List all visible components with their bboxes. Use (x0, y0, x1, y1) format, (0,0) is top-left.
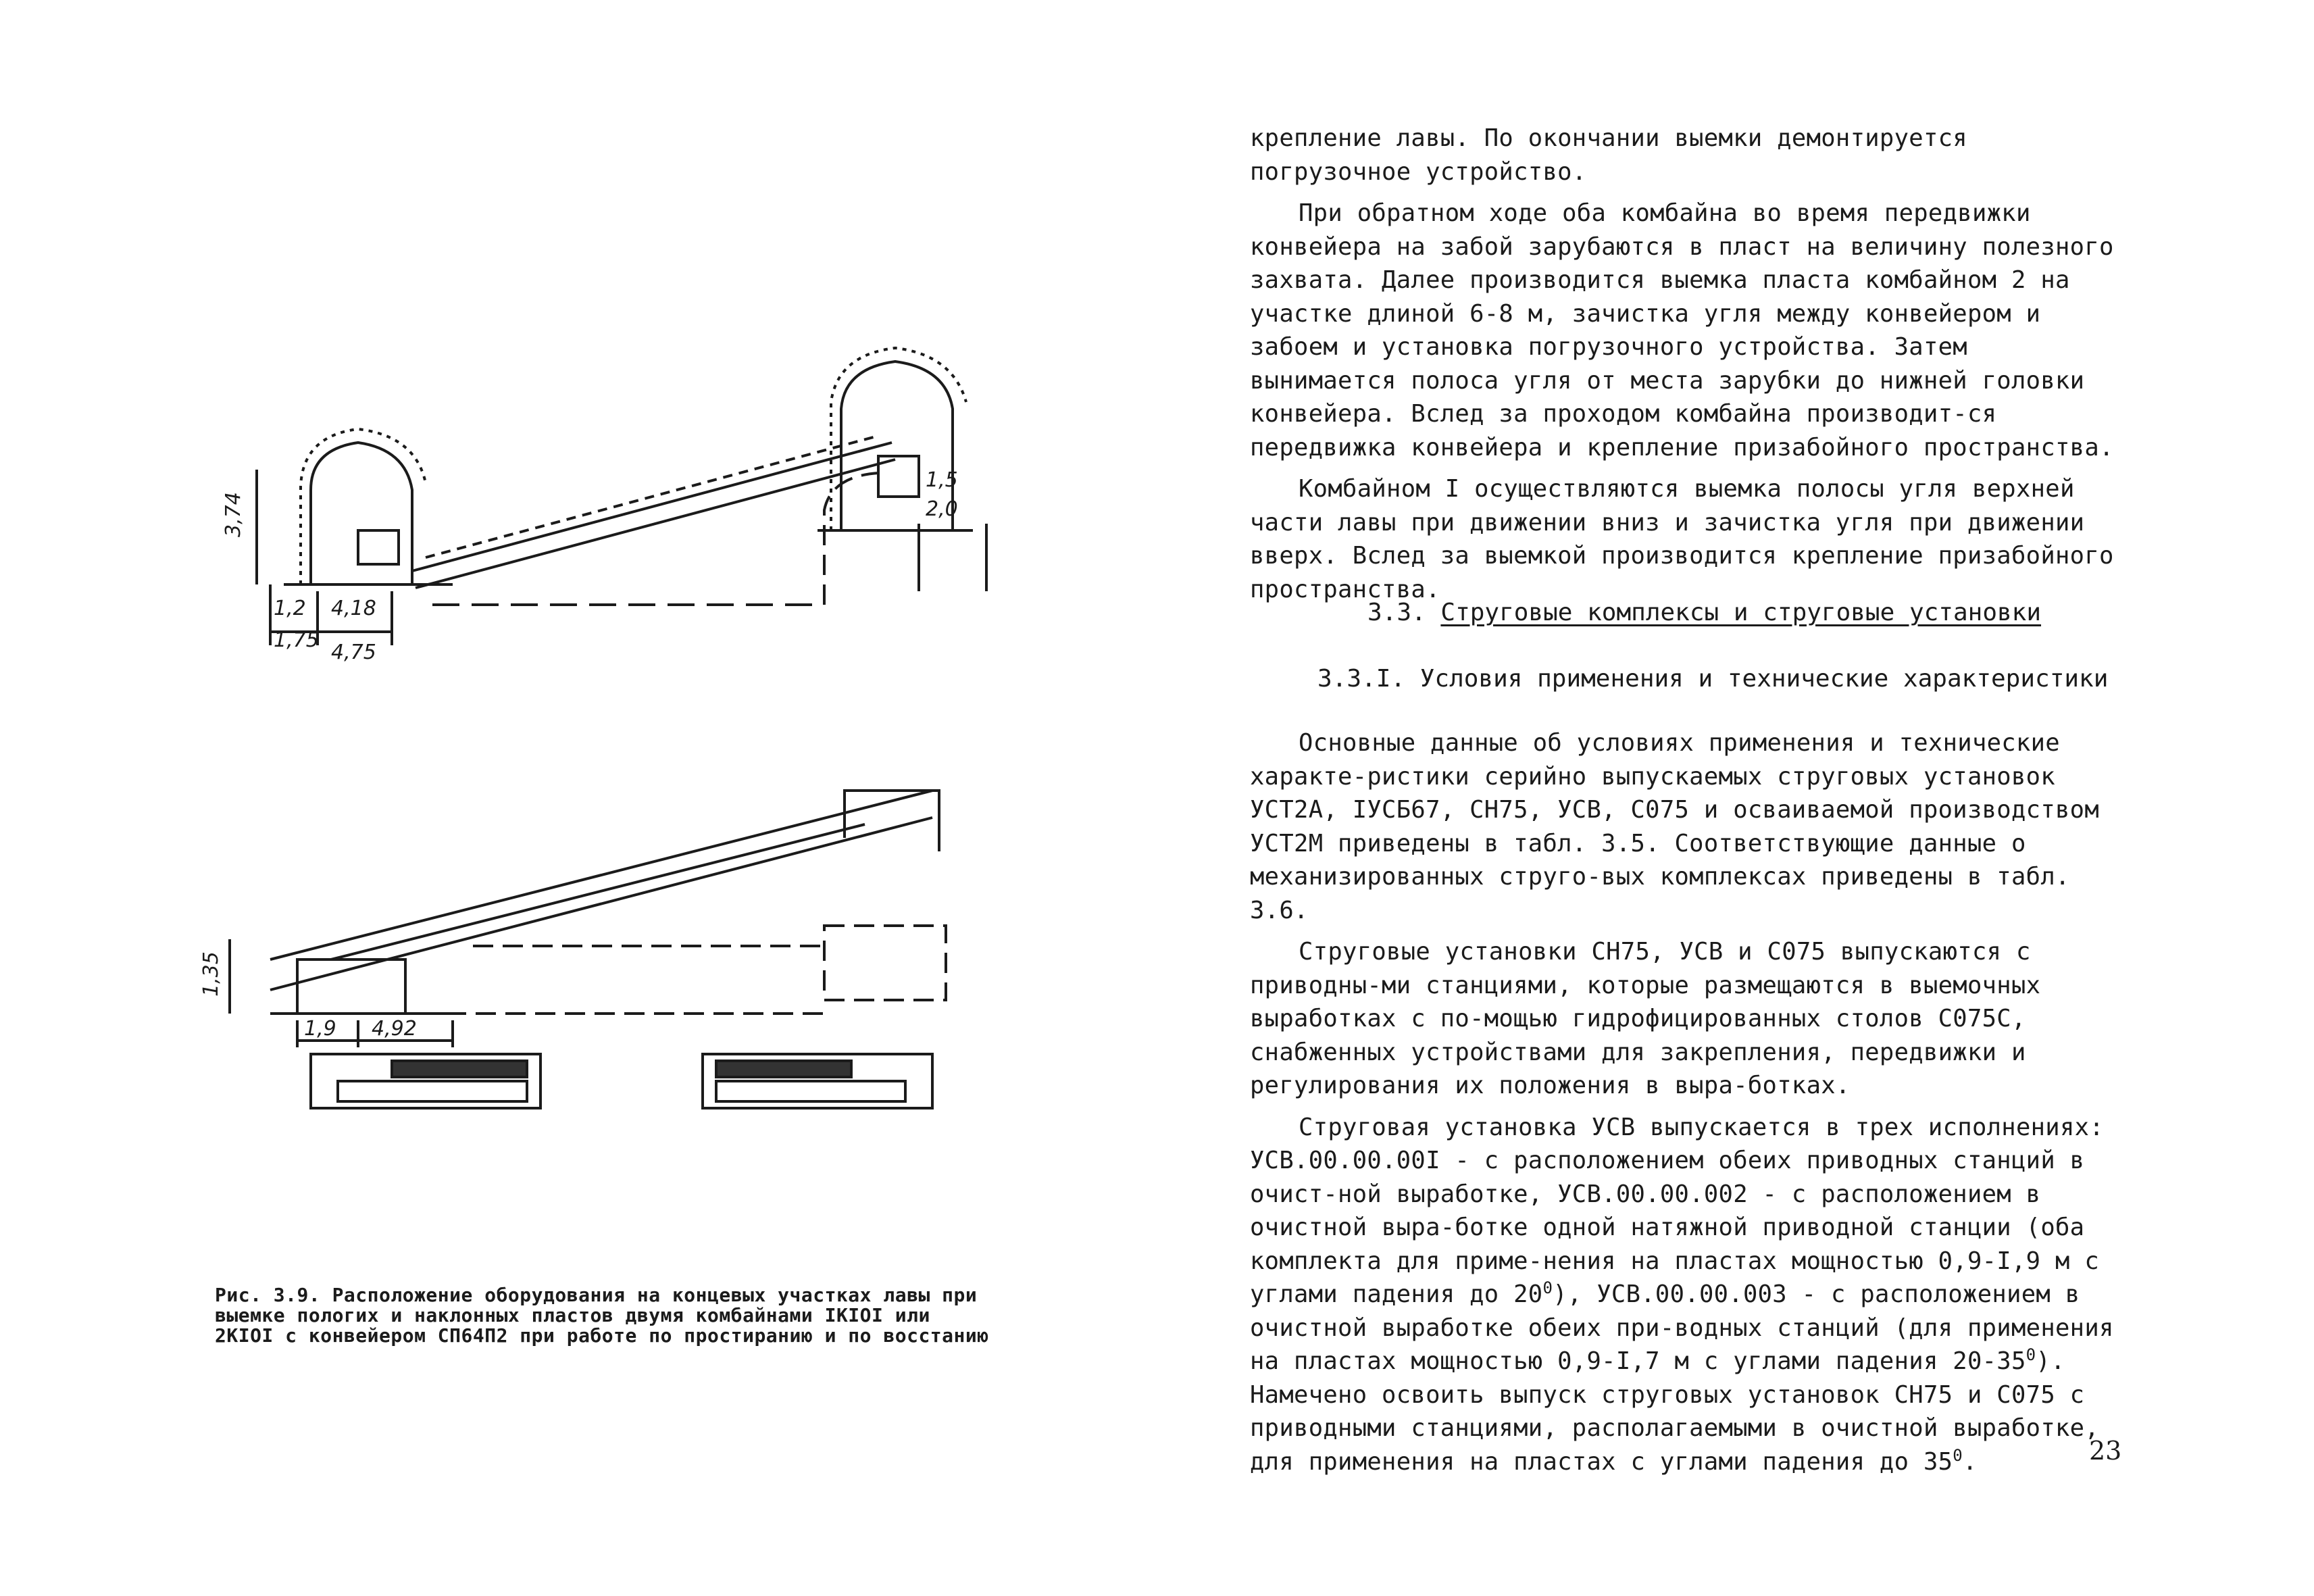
mine-longwall-lower-diagram (199, 757, 1000, 1135)
right-dashed-outline (824, 473, 878, 605)
paragraph: При обратном ходе оба комбайна во время передвижки конвейера на забой зарубаются в пласт на величину полезного захвата. Далее производится выемка пласта комбайном 2 на участке длиной 6-8 м, зачистка угля между конвейером и забоем и установка погрузочного устройства. Затем вынимается полоса угля от места зарубки до нижней головки конвейера. Вслед за проходом комбайна производит-ся передвижка конвейера и крепление призабойного пространства. (1250, 199, 2114, 462)
section-heading (1367, 596, 2041, 630)
dim-d3: 1,75 (274, 628, 319, 652)
dashed-box (824, 926, 946, 1000)
dim-d6: 2,0 (926, 497, 958, 521)
left-drift-rock-outline (301, 429, 426, 584)
dim-d2: 4,18 (331, 597, 376, 620)
seam-roof-line (270, 791, 932, 959)
seam-roof (426, 436, 878, 557)
caption-line: Рис. 3.9. Расположение оборудования на концевых участках лавы при (215, 1284, 978, 1306)
dim-d5: 1,5 (926, 468, 958, 492)
paragraph: Струговые установки СН75, УСВ и С075 выпускаются с приводны-ми станциями, которые размещаются в выемочных выработках с по-мощью гидрофицированных столов С075С, снабженных устройствами для закрепления, передвижки и регулирования их положения в выра-ботках. (1250, 938, 2041, 1099)
figure-bottom-diagram (199, 757, 1000, 1135)
caption-line: 2KIOI с конвейером СП64П2 при работе по простиранию и по восстанию (215, 1324, 989, 1347)
text-block-top (1250, 122, 2125, 606)
paragraph: Струговая установка УСВ выпускается в трех исполнениях: УСВ.00.00.00I - с расположением обеих приводных станций в очист-ной выработке, УСВ.00.00.002 - с расположением в очистной выра-ботке одной натяжной приводной станции (оба комплекта для приме-нения на пластах мощностью 0,9-I,9 м с углами падения до $20^0$), УСВ.00.00.003 - с расположением в очистной выработке обеих при-водных станций (для применения на пластах мощностью 0,9-I,7 м с углами падения $20-35^0$). Намечено освоить выпуск струговых установок СН75 и С075 с приводными станциями, располагаемыми в очистной выработке, для применения на пластах с углами падения до $35^0$. (1250, 1113, 2114, 1476)
caption-line: выемке пологих и наклонных пластов двумя комбайнами IKIOI или (215, 1304, 930, 1326)
paragraph: Комбайном I осуществляются выемка полосы угля верхней части лавы при движении вниз и зачистка угля при движении вверх. Вслед за выемкой производится крепление призабойного пространства. (1250, 475, 2114, 603)
conveyor-line (331, 824, 865, 959)
page-number: 23 (2089, 1436, 2122, 1466)
mine-longwall-upper-diagram (222, 334, 986, 679)
dim-d4: 4,75 (331, 641, 376, 664)
conveyor-top (412, 443, 892, 571)
dim-d1: 1,9 (304, 1017, 336, 1041)
paragraph: Основные данные об условиях применения и технические характе-ристики серийно выпускаемых струговых установок УСТ2А, IУСБ67, СН75, УСВ, С075 и осваиваемой производством УСТ2М приведены в табл. 3.5. Соответствующие данные о механизированных стругo-вых комплексах приведены в табл. 3.6. (1250, 729, 2100, 924)
dim-d2: 4,92 (372, 1017, 417, 1041)
figure-caption (215, 1285, 999, 1346)
seam-floor-line (270, 818, 932, 990)
section-number: 3.3. (1367, 599, 1426, 626)
section-title: Струговые комплексы и струговые установки (1440, 599, 2042, 626)
paragraph: крепление лавы. По окончании выемки демонтируется погрузочное устройство. (1250, 124, 1967, 186)
text-block-bottom (1250, 726, 2125, 1478)
combine-left (358, 530, 399, 564)
dim-height-left: 1,35 (199, 951, 223, 997)
dim-height-left: 3,74 (222, 492, 245, 537)
subsection-heading: 3.3.I. Условия применения и технические характеристики (1317, 665, 2109, 693)
dim-d1: 1,2 (274, 597, 306, 620)
figure-top-diagram (222, 334, 986, 679)
